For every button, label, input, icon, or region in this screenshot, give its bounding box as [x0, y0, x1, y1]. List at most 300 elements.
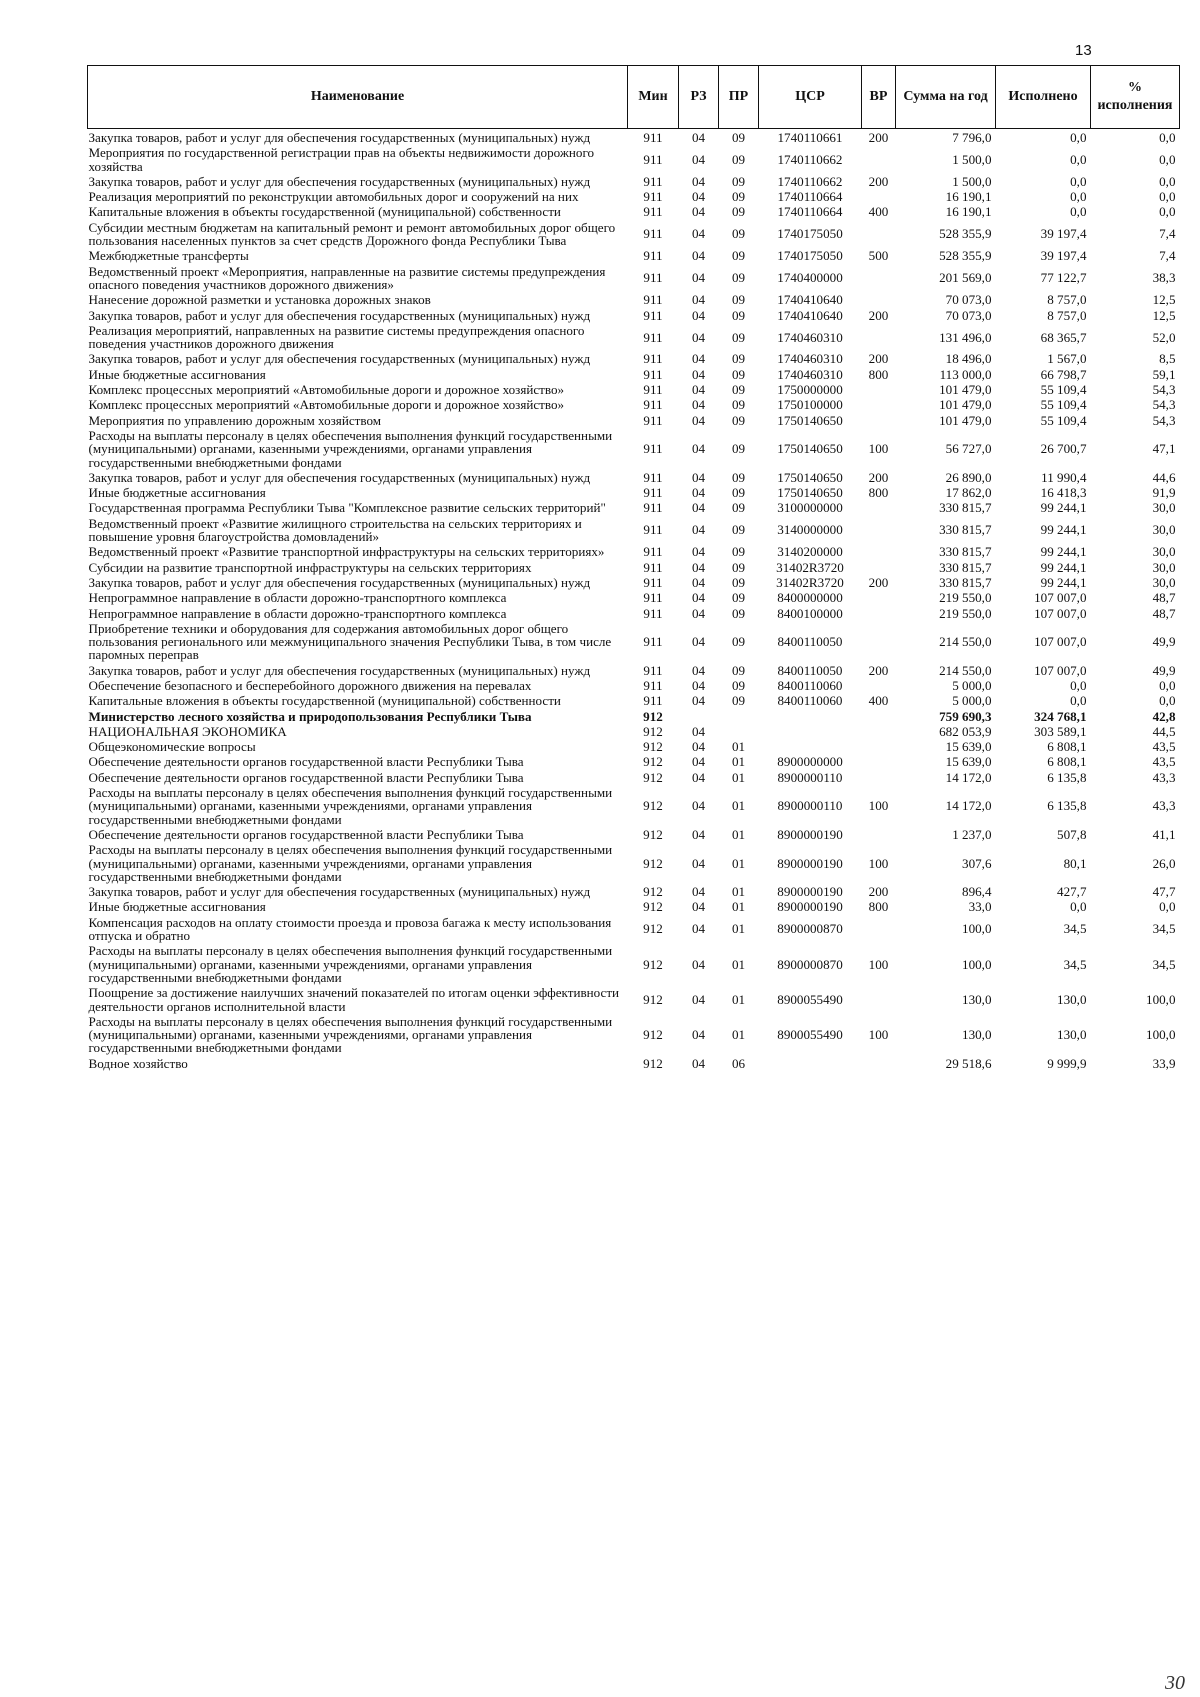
cell-rz: 04 — [691, 634, 706, 650]
cell-pr: 01 — [731, 899, 746, 915]
cell-percent: 59,1 — [1152, 366, 1176, 382]
cell-executed: 303 589,1 — [1034, 723, 1087, 739]
cell-rz: 04 — [691, 270, 706, 286]
cell-pr: 01 — [731, 855, 746, 871]
cell-rz: 04 — [691, 412, 706, 428]
cell-rz: 04 — [691, 677, 706, 693]
cell-name: Ведомственный проект «Развитие транспортной инфраструктуры на сельских территориях» — [88, 544, 605, 560]
cell-vr: 200 — [868, 469, 889, 485]
cell-executed: 6 808,1 — [1047, 739, 1087, 755]
cell-pr: 09 — [731, 522, 746, 538]
cell-percent: 30,0 — [1152, 544, 1176, 560]
cell-csr: 1740110664 — [777, 204, 843, 220]
header-percent: % исполнения — [1091, 66, 1180, 129]
cell-csr: 1740460310 — [777, 351, 843, 367]
cell-sum: 330 815,7 — [939, 544, 992, 560]
cell-vr — [862, 396, 896, 411]
cell-name: Закупка товаров, работ и услуг для обеспечения государственных (муниципальных) нужд — [88, 884, 591, 900]
cell-sum: 759 690,3 — [939, 708, 992, 724]
cell-sum: 16 190,1 — [945, 204, 992, 220]
cell-csr: 1740410640 — [777, 307, 843, 323]
cell-rz: 04 — [691, 469, 706, 485]
cell-executed: 6 135,8 — [1047, 769, 1087, 785]
header-csr: ЦСР — [759, 66, 862, 129]
cell-rz: 04 — [691, 855, 706, 871]
cell-sum: 214 550,0 — [939, 634, 992, 650]
cell-rz: 04 — [691, 441, 706, 457]
cell-executed: 66 798,7 — [1040, 366, 1087, 382]
cell-vr — [862, 984, 896, 1013]
cell-percent: 100,0 — [1146, 1027, 1176, 1043]
cell-percent: 30,0 — [1152, 559, 1176, 575]
table-row — [88, 499, 1180, 514]
cell-vr — [862, 381, 896, 396]
table-row — [88, 263, 1180, 292]
cell-executed: 80,1 — [1063, 855, 1087, 871]
cell-vr: 200 — [868, 662, 889, 678]
cell-name: Непрограммное направление в области дорожно-транспортного комплекса — [88, 605, 507, 621]
cell-executed: 6 808,1 — [1047, 754, 1087, 770]
cell-csr — [759, 738, 862, 753]
cell-percent: 12,5 — [1152, 292, 1176, 308]
cell-csr: 1740460310 — [777, 366, 843, 382]
cell-vr — [862, 412, 896, 427]
cell-vr: 800 — [868, 899, 889, 915]
cell-min: 911 — [643, 441, 663, 457]
table-row — [88, 723, 1180, 738]
cell-name: Закупка товаров, работ и услуг для обеспечения государственных (муниципальных) нужд — [88, 307, 591, 323]
cell-rz: 04 — [691, 1055, 706, 1071]
cell-min: 911 — [643, 329, 663, 345]
cell-min: 911 — [643, 270, 663, 286]
cell-rz — [679, 708, 719, 723]
cell-sum: 330 815,7 — [939, 559, 992, 575]
cell-vr — [862, 1055, 896, 1070]
cell-name: Обеспечение деятельности органов государственной власти Республики Тыва — [88, 769, 524, 785]
cell-vr: 100 — [868, 956, 889, 972]
header-rz: РЗ — [679, 66, 719, 129]
table-row — [88, 984, 1180, 1013]
cell-csr: 8900000110 — [777, 798, 843, 814]
cell-rz: 04 — [691, 151, 706, 167]
cell-min: 911 — [643, 634, 663, 650]
cell-pr: 09 — [731, 544, 746, 560]
cell-csr: 1740110662 — [777, 173, 843, 189]
cell-executed: 55 109,4 — [1040, 412, 1087, 428]
cell-rz: 04 — [691, 500, 706, 516]
cell-pr: 01 — [731, 754, 746, 770]
handwritten-page-mark: 30 — [1165, 1672, 1185, 1694]
table-row — [88, 350, 1180, 365]
cell-name: Ведомственный проект «Мероприятия, направленные на развитие системы предупреждения опасного поведения участников дорожного движения» — [88, 263, 606, 292]
cell-sum: 7 796,0 — [952, 130, 992, 145]
cell-pr: 01 — [731, 826, 746, 842]
cell-executed: 0,0 — [1070, 693, 1087, 709]
cell-min: 911 — [643, 500, 663, 516]
cell-pr: 09 — [731, 151, 746, 167]
header-executed: Исполнено — [996, 66, 1091, 129]
cell-vr: 100 — [868, 798, 889, 814]
cell-name: Субсидии местным бюджетам на капитальный ремонт и ремонт автомобильных дорог общего пользования населенных пунктов за счет средств Дорожного фонда Республики Тыва — [88, 219, 616, 249]
cell-min: 912 — [643, 798, 663, 814]
cell-min: 911 — [643, 173, 663, 189]
cell-csr: 1740110661 — [777, 130, 843, 145]
table-row — [88, 1055, 1180, 1070]
cell-rz: 04 — [691, 739, 706, 755]
cell-csr: 8400110060 — [777, 677, 843, 693]
cell-min: 911 — [643, 189, 663, 205]
cell-name: Мероприятия по управлению дорожным хозяйством — [88, 412, 382, 428]
cell-pr: 09 — [731, 226, 746, 242]
table-row — [88, 247, 1180, 262]
cell-pr: 01 — [731, 798, 746, 814]
cell-rz: 04 — [691, 189, 706, 205]
cell-vr — [862, 605, 896, 620]
table-row — [88, 427, 1180, 469]
cell-min: 911 — [643, 226, 663, 242]
cell-rz: 04 — [691, 884, 706, 900]
cell-vr — [862, 543, 896, 558]
cell-percent: 44,6 — [1152, 469, 1176, 485]
cell-pr: 09 — [731, 559, 746, 575]
cell-name: Межбюджетные трансферты — [88, 248, 249, 264]
cell-vr: 200 — [868, 173, 889, 189]
cell-executed: 0,0 — [1070, 677, 1087, 693]
cell-csr: 8900000190 — [777, 884, 843, 900]
cell-executed: 8 757,0 — [1047, 292, 1087, 308]
cell-pr — [719, 723, 759, 738]
cell-percent: 30,0 — [1152, 500, 1176, 516]
table-row — [88, 605, 1180, 620]
cell-name: Расходы на выплаты персоналу в целях обеспечения выполнения функций государственными (муниципальными) органами, казенными учреждениями, органами управления государственными внебюджетными фондами — [88, 1013, 613, 1056]
cell-pr: 09 — [731, 382, 746, 398]
cell-name: Поощрение за достижение наилучших значений показателей по итогам оценки эффективности деятельности органов исполнительной власти — [88, 985, 620, 1014]
cell-csr: 1740110664 — [777, 189, 843, 205]
table-row — [88, 412, 1180, 427]
cell-sum: 56 727,0 — [945, 441, 992, 457]
cell-vr — [862, 708, 896, 723]
cell-csr: 3140000000 — [777, 522, 843, 538]
cell-vr — [862, 322, 896, 351]
cell-rz: 04 — [691, 662, 706, 678]
cell-sum: 1 500,0 — [952, 151, 992, 167]
cell-name: Комплекс процессных мероприятий «Автомобильные дороги и дорожное хозяйство» — [88, 397, 565, 413]
cell-rz: 04 — [691, 693, 706, 709]
cell-rz: 04 — [691, 307, 706, 323]
cell-csr: 8900000870 — [777, 921, 843, 937]
table-row — [88, 677, 1180, 692]
cell-rz: 04 — [691, 382, 706, 398]
cell-pr: 09 — [731, 693, 746, 709]
header-min: Мин — [628, 66, 679, 129]
cell-vr: 200 — [868, 884, 889, 900]
cell-executed: 507,8 — [1057, 826, 1087, 842]
cell-sum: 219 550,0 — [939, 590, 992, 606]
cell-min: 911 — [643, 662, 663, 678]
cell-vr — [862, 263, 896, 292]
cell-name: НАЦИОНАЛЬНАЯ ЭКОНОМИКА — [88, 723, 287, 739]
cell-csr: 8900055490 — [777, 1027, 843, 1043]
cell-pr: 09 — [731, 173, 746, 189]
cell-csr: 1750140650 — [777, 441, 843, 457]
cell-csr: 1740460310 — [777, 329, 843, 345]
cell-percent: 48,7 — [1152, 605, 1176, 621]
cell-vr — [862, 826, 896, 841]
cell-pr: 01 — [731, 1027, 746, 1043]
cell-min: 912 — [643, 884, 663, 900]
cell-csr: 8900000190 — [777, 855, 843, 871]
cell-rz: 04 — [691, 754, 706, 770]
budget-execution-table — [87, 65, 1180, 1070]
cell-pr: 09 — [731, 130, 746, 145]
cell-executed: 99 244,1 — [1040, 574, 1087, 590]
cell-percent: 100,0 — [1146, 991, 1176, 1007]
cell-csr: 1750000000 — [777, 382, 843, 398]
page-number: 13 — [1075, 42, 1092, 59]
cell-percent: 0,0 — [1159, 899, 1176, 915]
table-row — [88, 769, 1180, 784]
cell-vr — [862, 219, 896, 248]
cell-sum: 29 518,6 — [945, 1055, 992, 1071]
cell-min: 912 — [643, 1055, 663, 1071]
cell-min: 912 — [643, 855, 663, 871]
cell-name: Комплекс процессных мероприятий «Автомобильные дороги и дорожное хозяйство» — [88, 382, 565, 398]
cell-executed: 55 109,4 — [1040, 382, 1087, 398]
cell-rz: 04 — [691, 1027, 706, 1043]
cell-sum: 219 550,0 — [939, 605, 992, 621]
cell-sum: 100,0 — [962, 956, 992, 972]
cell-rz: 04 — [691, 723, 706, 739]
cell-executed: 130,0 — [1057, 991, 1087, 1007]
header-name: Наименование — [88, 66, 628, 129]
cell-name: Компенсация расходов на оплату стоимости проезда и провоза багажа к месту использования отпуска и обратно — [88, 914, 612, 944]
cell-sum: 5 000,0 — [952, 677, 992, 693]
cell-percent: 54,3 — [1152, 412, 1176, 428]
cell-name: Ведомственный проект «Развитие жилищного строительства на сельских территориях и повышение уровня благоустройства домовладений» — [88, 515, 582, 545]
cell-min: 911 — [643, 469, 663, 485]
cell-csr: 1750100000 — [777, 397, 843, 413]
cell-sum: 682 053,9 — [939, 723, 992, 739]
cell-sum: 14 172,0 — [945, 769, 992, 785]
cell-percent: 0,0 — [1159, 204, 1176, 220]
cell-percent: 0,0 — [1159, 130, 1176, 145]
cell-pr: 09 — [731, 412, 746, 428]
cell-percent: 30,0 — [1152, 574, 1176, 590]
cell-min: 911 — [643, 397, 663, 413]
cell-name: Иные бюджетные ассигнования — [88, 899, 266, 915]
cell-min: 911 — [643, 522, 663, 538]
cell-percent: 7,4 — [1159, 248, 1176, 264]
table-row — [88, 322, 1180, 351]
cell-executed: 77 122,7 — [1040, 270, 1087, 286]
cell-pr: 09 — [731, 500, 746, 516]
cell-csr: 8900000190 — [777, 899, 843, 915]
cell-csr — [759, 1055, 862, 1070]
table-row — [88, 942, 1180, 984]
cell-csr: 1750140650 — [777, 469, 843, 485]
cell-name: Субсидии на развитие транспортной инфраструктуры на сельских территориях — [88, 559, 532, 575]
cell-percent: 43,3 — [1152, 769, 1176, 785]
cell-min: 911 — [643, 292, 663, 308]
cell-percent: 0,0 — [1159, 677, 1176, 693]
cell-min: 912 — [643, 921, 663, 937]
cell-percent: 0,0 — [1159, 151, 1176, 167]
cell-csr: 8400100000 — [777, 605, 843, 621]
cell-sum: 131 496,0 — [939, 329, 992, 345]
cell-percent: 43,3 — [1152, 798, 1176, 814]
cell-percent: 54,3 — [1152, 382, 1176, 398]
cell-vr: 100 — [868, 441, 889, 457]
cell-min: 912 — [643, 708, 663, 724]
cell-min: 911 — [643, 693, 663, 709]
cell-percent: 43,5 — [1152, 754, 1176, 770]
cell-min: 911 — [643, 412, 663, 428]
cell-name: Водное хозяйство — [88, 1055, 188, 1071]
cell-csr: 8900055490 — [777, 991, 843, 1007]
table-row — [88, 1013, 1180, 1055]
cell-min: 911 — [643, 574, 663, 590]
cell-vr — [862, 515, 896, 544]
cell-executed: 99 244,1 — [1040, 559, 1087, 575]
cell-csr: 8400110060 — [777, 693, 843, 709]
table-row — [88, 469, 1180, 484]
cell-percent: 0,0 — [1159, 173, 1176, 189]
cell-name: Расходы на выплаты персоналу в целях обеспечения выполнения функций государственными (муниципальными) органами, казенными учреждениями, органами управления государственными внебюджетными фондами — [88, 427, 613, 470]
cell-vr — [862, 144, 896, 173]
cell-vr — [862, 188, 896, 203]
header-vr: ВР — [862, 66, 896, 129]
table-row — [88, 366, 1180, 381]
cell-vr: 500 — [868, 248, 889, 264]
cell-min: 911 — [643, 204, 663, 220]
cell-vr: 800 — [868, 366, 889, 382]
cell-csr — [759, 723, 862, 738]
cell-min: 912 — [643, 769, 663, 785]
cell-rz: 04 — [691, 798, 706, 814]
cell-executed: 0,0 — [1070, 899, 1087, 915]
cell-rz: 04 — [691, 559, 706, 575]
cell-vr: 200 — [868, 574, 889, 590]
cell-name: Непрограммное направление в области дорожно-транспортного комплекса — [88, 590, 507, 606]
cell-sum: 16 190,1 — [945, 189, 992, 205]
cell-percent: 52,0 — [1152, 329, 1176, 345]
cell-sum: 101 479,0 — [939, 382, 992, 398]
cell-percent: 54,3 — [1152, 397, 1176, 413]
cell-vr — [862, 589, 896, 604]
cell-pr: 09 — [731, 605, 746, 621]
cell-csr: 8900000190 — [777, 826, 843, 842]
cell-executed: 324 768,1 — [1034, 708, 1087, 724]
cell-executed: 68 365,7 — [1040, 329, 1087, 345]
cell-sum: 14 172,0 — [945, 798, 992, 814]
cell-executed: 39 197,4 — [1040, 226, 1087, 242]
cell-name: Обеспечение безопасного и бесперебойного дорожного движения на перевалах — [88, 677, 532, 693]
cell-csr: 8400110050 — [777, 662, 843, 678]
cell-rz: 04 — [691, 605, 706, 621]
cell-name: Расходы на выплаты персоналу в целях обеспечения выполнения функций государственными (муниципальными) органами, казенными учреждениями, органами управления государственными внебюджетными фондами — [88, 842, 613, 884]
cell-sum: 33,0 — [968, 899, 992, 915]
cell-rz: 04 — [691, 921, 706, 937]
cell-name: Государственная программа Республики Тыва "Комплексное развитие сельских территорий" — [88, 500, 606, 516]
cell-pr: 09 — [731, 441, 746, 457]
cell-csr: 8900000870 — [777, 956, 843, 972]
cell-executed: 99 244,1 — [1040, 500, 1087, 516]
cell-executed: 34,5 — [1063, 921, 1087, 937]
cell-sum: 18 496,0 — [945, 351, 992, 367]
cell-sum: 330 815,7 — [939, 500, 992, 516]
cell-percent: 26,0 — [1152, 855, 1176, 871]
cell-pr: 09 — [731, 634, 746, 650]
cell-sum: 1 500,0 — [952, 173, 992, 189]
cell-executed: 0,0 — [1070, 189, 1087, 205]
cell-sum: 15 639,0 — [945, 739, 992, 755]
cell-pr: 09 — [731, 189, 746, 205]
cell-rz: 04 — [691, 397, 706, 413]
cell-executed: 99 244,1 — [1040, 544, 1087, 560]
cell-min: 911 — [643, 605, 663, 621]
cell-percent: 47,1 — [1152, 441, 1176, 457]
cell-name: Закупка товаров, работ и услуг для обеспечения государственных (муниципальных) нужд — [88, 469, 591, 485]
cell-executed: 0,0 — [1070, 151, 1087, 167]
cell-sum: 15 639,0 — [945, 754, 992, 770]
cell-sum: 70 073,0 — [945, 307, 992, 323]
cell-rz: 04 — [691, 366, 706, 382]
cell-percent: 47,7 — [1152, 884, 1176, 900]
cell-name: Иные бюджетные ассигнования — [88, 366, 266, 382]
cell-rz: 04 — [691, 956, 706, 972]
cell-sum: 101 479,0 — [939, 397, 992, 413]
table-row — [88, 219, 1180, 248]
table-row — [88, 692, 1180, 707]
cell-rz: 04 — [691, 173, 706, 189]
cell-sum: 201 569,0 — [939, 270, 992, 286]
cell-pr: 01 — [731, 991, 746, 1007]
cell-pr: 01 — [731, 884, 746, 900]
cell-sum: 5 000,0 — [952, 693, 992, 709]
cell-sum: 17 862,0 — [945, 485, 992, 501]
cell-vr — [862, 499, 896, 514]
cell-name: Закупка товаров, работ и услуг для обеспечения государственных (муниципальных) нужд — [88, 574, 591, 590]
cell-executed: 0,0 — [1070, 173, 1087, 189]
table-row — [88, 515, 1180, 544]
table-row — [88, 129, 1180, 145]
cell-executed: 107 007,0 — [1034, 590, 1087, 606]
cell-executed: 55 109,4 — [1040, 397, 1087, 413]
table-row — [88, 589, 1180, 604]
cell-percent: 33,9 — [1152, 1055, 1176, 1071]
cell-executed: 0,0 — [1070, 204, 1087, 220]
cell-executed: 6 135,8 — [1047, 798, 1087, 814]
cell-pr: 06 — [731, 1055, 746, 1071]
table-row — [88, 188, 1180, 203]
cell-vr: 200 — [868, 351, 889, 367]
cell-executed: 34,5 — [1063, 956, 1087, 972]
cell-pr — [719, 708, 759, 723]
cell-min: 912 — [643, 826, 663, 842]
cell-rz: 04 — [691, 590, 706, 606]
cell-pr: 09 — [731, 307, 746, 323]
table-row — [88, 173, 1180, 188]
cell-min: 911 — [643, 559, 663, 575]
cell-csr: 8900000110 — [777, 769, 843, 785]
cell-name: Реализация мероприятий, направленных на развитие системы предупреждения опасного поведения участников дорожного движения — [88, 322, 585, 352]
table-row — [88, 291, 1180, 306]
cell-rz: 04 — [691, 826, 706, 842]
cell-executed: 39 197,4 — [1040, 248, 1087, 264]
cell-min: 912 — [643, 739, 663, 755]
cell-min: 911 — [643, 151, 663, 167]
cell-csr: 1740410640 — [777, 292, 843, 308]
